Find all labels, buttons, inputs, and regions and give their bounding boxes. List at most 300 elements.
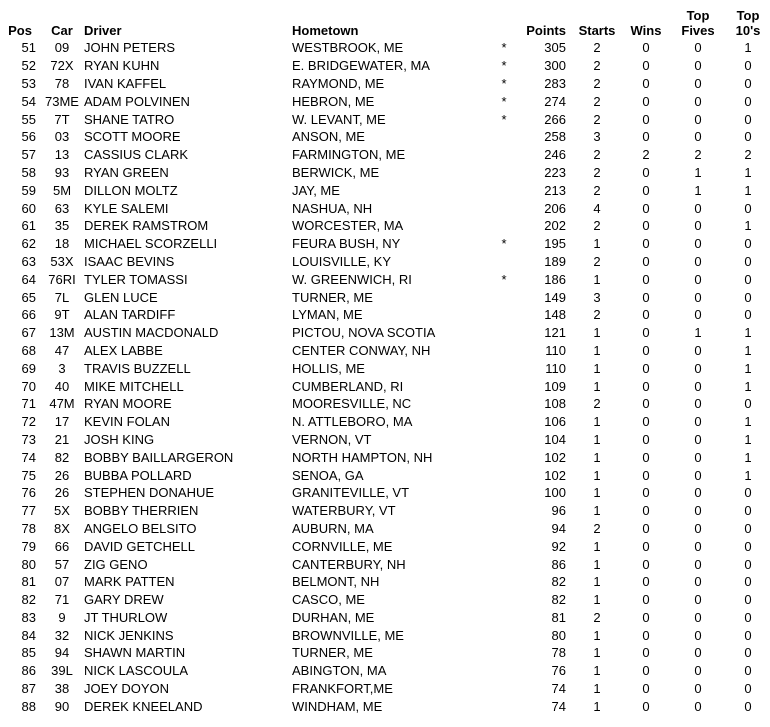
- rookie-flag-cell: [494, 484, 514, 502]
- starts-cell: 4: [593, 200, 601, 216]
- top-fives-cell: 0: [694, 627, 702, 643]
- hometown-cell: TURNER, ME: [292, 645, 373, 661]
- driver-cell: KYLE SALEMI: [84, 200, 169, 216]
- table-row: [0, 288, 770, 306]
- pos-cell: 81: [21, 574, 36, 590]
- top-tens-cell: 0: [744, 271, 752, 287]
- rookie-flag-cell: *: [501, 93, 507, 109]
- pos-cell: 62: [21, 236, 36, 252]
- wins-cell: 0: [642, 58, 650, 74]
- pos-cell: 83: [21, 609, 36, 625]
- hometown-cell: VERNON, VT: [292, 431, 372, 447]
- starts-cell: 1: [593, 627, 601, 643]
- points-cell: 94: [551, 520, 566, 536]
- hometown-cell: TURNER, ME: [292, 289, 373, 305]
- driver-cell: ALAN TARDIFF: [84, 307, 176, 323]
- points-cell: 76: [551, 663, 566, 679]
- wins-cell: 0: [642, 681, 650, 697]
- rookie-flag-cell: *: [501, 271, 507, 287]
- car-cell: 39L: [51, 663, 73, 679]
- rookie-flag-cell: *: [501, 111, 507, 127]
- wins-cell: 0: [642, 111, 650, 127]
- car-cell: 26: [54, 485, 70, 501]
- car-cell: 47: [54, 342, 70, 358]
- car-cell: 07: [54, 574, 70, 590]
- points-cell: 78: [551, 645, 566, 661]
- top-tens-cell: 0: [744, 485, 752, 501]
- pos-cell: 58: [21, 164, 36, 180]
- wins-cell: 0: [642, 592, 650, 608]
- starts-cell: 1: [593, 449, 601, 465]
- top-fives-cell: 0: [694, 396, 702, 412]
- header-starts: Starts: [578, 23, 616, 38]
- car-cell: 21: [54, 431, 70, 447]
- top-fives-cell: 0: [694, 40, 702, 56]
- top-tens-cell: 0: [744, 75, 752, 91]
- wins-cell: 0: [642, 503, 650, 519]
- hometown-cell: CASCO, ME: [292, 592, 365, 608]
- table-row: [0, 146, 770, 164]
- rookie-flag-cell: [494, 288, 514, 306]
- top-tens-cell: 1: [744, 40, 752, 56]
- rookie-flag-cell: [494, 466, 514, 484]
- car-cell: 32: [54, 627, 70, 643]
- rookie-flag-cell: [494, 128, 514, 146]
- starts-cell: 1: [593, 503, 601, 519]
- starts-cell: 2: [593, 75, 601, 91]
- rookie-flag-cell: [494, 199, 514, 217]
- table-row: [0, 128, 770, 146]
- car-cell: 5X: [54, 503, 70, 519]
- pos-cell: 51: [21, 40, 36, 56]
- top-fives-cell: 0: [694, 431, 702, 447]
- hometown-cell: W. GREENWICH, RI: [292, 271, 412, 287]
- top-fives-cell: 0: [694, 129, 702, 145]
- rookie-flag-cell: [494, 146, 514, 164]
- hometown-cell: RAYMOND, ME: [292, 75, 385, 91]
- starts-cell: 1: [593, 467, 601, 483]
- starts-cell: 2: [593, 58, 601, 74]
- table-row: [0, 253, 770, 271]
- top-tens-cell: 2: [744, 147, 752, 163]
- top-fives-cell: 0: [694, 111, 702, 127]
- table-row: [0, 92, 770, 110]
- driver-cell: JT THURLOW: [84, 609, 168, 625]
- starts-cell: 1: [593, 485, 601, 501]
- top-fives-cell: 0: [694, 520, 702, 536]
- top-tens-cell: 1: [744, 378, 752, 394]
- points-cell: 258: [544, 129, 566, 145]
- hometown-cell: SENOA, GA: [292, 467, 364, 483]
- starts-cell: 1: [593, 378, 601, 394]
- pos-cell: 69: [21, 360, 36, 376]
- top-fives-cell: 0: [694, 253, 702, 269]
- pos-cell: 61: [21, 218, 36, 234]
- starts-cell: 1: [593, 431, 601, 447]
- car-cell: 9: [58, 609, 66, 625]
- top-tens-cell: 1: [744, 467, 752, 483]
- points-cell: 102: [544, 467, 566, 483]
- driver-cell: MICHAEL SCORZELLI: [84, 236, 218, 252]
- top-fives-cell: 0: [694, 200, 702, 216]
- table-row: [0, 573, 770, 591]
- points-cell: 300: [544, 58, 566, 74]
- rookie-flag-cell: [494, 591, 514, 609]
- wins-cell: 0: [642, 431, 650, 447]
- top-fives-cell: 0: [694, 556, 702, 572]
- header-top-tens-line1: Top: [736, 8, 760, 23]
- hometown-cell: HEBRON, ME: [292, 93, 375, 109]
- hometown-cell: CUMBERLAND, RI: [292, 378, 404, 394]
- top-fives-cell: 0: [694, 467, 702, 483]
- top-tens-cell: 1: [744, 325, 752, 341]
- points-cell: 82: [551, 574, 566, 590]
- rookie-flag-cell: [494, 644, 514, 662]
- top-fives-cell: 0: [694, 698, 702, 714]
- car-cell: 72X: [50, 58, 74, 74]
- points-cell: 108: [544, 396, 566, 412]
- hometown-cell: BELMONT, NH: [292, 574, 380, 590]
- top-tens-cell: 0: [744, 645, 752, 661]
- header-car: Car: [51, 23, 73, 38]
- driver-cell: BUBBA POLLARD: [84, 467, 192, 483]
- driver-cell: DEREK RAMSTROM: [84, 218, 209, 234]
- hometown-cell: AUBURN, MA: [292, 520, 374, 536]
- points-cell: 86: [551, 556, 566, 572]
- wins-cell: 0: [642, 467, 650, 483]
- table-row: [0, 662, 770, 680]
- pos-cell: 74: [21, 449, 36, 465]
- starts-cell: 1: [593, 698, 601, 714]
- table-row: [0, 680, 770, 698]
- rookie-flag-cell: [494, 253, 514, 271]
- wins-cell: 0: [642, 325, 650, 341]
- wins-cell: 0: [642, 396, 650, 412]
- driver-cell: IVAN KAFFEL: [84, 75, 167, 91]
- driver-cell: CASSIUS CLARK: [84, 147, 189, 163]
- wins-cell: 0: [642, 609, 650, 625]
- top-tens-cell: 0: [744, 200, 752, 216]
- top-fives-cell: 0: [694, 414, 702, 430]
- rookie-flag-cell: [494, 181, 514, 199]
- wins-cell: 0: [642, 698, 650, 714]
- pos-cell: 88: [21, 698, 36, 714]
- header-top-tens-line2: 10's: [735, 23, 761, 38]
- header-flag: [494, 0, 514, 39]
- points-cell: 121: [544, 325, 566, 341]
- starts-cell: 3: [593, 289, 601, 305]
- driver-cell: DAVID GETCHELL: [84, 538, 196, 554]
- top-fives-cell: 0: [694, 75, 702, 91]
- rookie-flag-cell: [494, 502, 514, 520]
- top-tens-cell: 0: [744, 681, 752, 697]
- top-tens-cell: 0: [744, 520, 752, 536]
- table-row: [0, 39, 770, 57]
- rookie-flag-cell: [494, 662, 514, 680]
- top-fives-cell: 0: [694, 271, 702, 287]
- top-fives-cell: 0: [694, 645, 702, 661]
- driver-cell: DILLON MOLTZ: [84, 182, 178, 198]
- driver-cell: BOBBY BAILLARGERON: [84, 449, 234, 465]
- pos-cell: 67: [21, 325, 36, 341]
- table-row: [0, 466, 770, 484]
- driver-cell: AUSTIN MACDONALD: [84, 325, 219, 341]
- points-cell: 186: [544, 271, 566, 287]
- starts-cell: 2: [593, 609, 601, 625]
- driver-cell: GLEN LUCE: [84, 289, 158, 305]
- starts-cell: 1: [593, 645, 601, 661]
- table-row: [0, 270, 770, 288]
- points-cell: 109: [544, 378, 566, 394]
- table-row: [0, 110, 770, 128]
- rookie-flag-cell: [494, 626, 514, 644]
- pos-cell: 55: [21, 111, 36, 127]
- points-cell: 305: [544, 40, 566, 56]
- starts-cell: 2: [593, 253, 601, 269]
- car-cell: 09: [54, 40, 70, 56]
- rookie-flag-cell: [494, 377, 514, 395]
- table-row: [0, 484, 770, 502]
- pos-cell: 64: [21, 271, 36, 287]
- points-cell: 148: [544, 307, 566, 323]
- hometown-cell: PICTOU, NOVA SCOTIA: [292, 325, 436, 341]
- header-top-fives: [670, 0, 726, 39]
- top-tens-cell: 0: [744, 253, 752, 269]
- points-cell: 82: [551, 592, 566, 608]
- starts-cell: 1: [593, 556, 601, 572]
- table-row: [0, 235, 770, 253]
- top-fives-cell: 0: [694, 681, 702, 697]
- points-cell: 223: [544, 164, 566, 180]
- hometown-cell: LYMAN, ME: [292, 307, 363, 323]
- hometown-cell: CENTER CONWAY, NH: [292, 342, 431, 358]
- hometown-cell: CORNVILLE, ME: [292, 538, 393, 554]
- pos-cell: 80: [21, 556, 36, 572]
- top-fives-cell: 0: [694, 360, 702, 376]
- rookie-flag-cell: [494, 573, 514, 591]
- starts-cell: 2: [593, 147, 601, 163]
- hometown-cell: ANSON, ME: [292, 129, 365, 145]
- car-cell: 7T: [54, 111, 70, 127]
- table-row: [0, 448, 770, 466]
- points-cell: 92: [551, 538, 566, 554]
- table-row: [0, 626, 770, 644]
- pos-cell: 75: [21, 467, 36, 483]
- rookie-flag-cell: *: [501, 40, 507, 56]
- points-cell: 102: [544, 449, 566, 465]
- wins-cell: 0: [642, 200, 650, 216]
- pos-cell: 66: [21, 307, 36, 323]
- pos-cell: 59: [21, 182, 36, 198]
- hometown-cell: WESTBROOK, ME: [292, 40, 404, 56]
- top-tens-cell: 0: [744, 538, 752, 554]
- starts-cell: 2: [593, 218, 601, 234]
- starts-cell: 2: [593, 182, 601, 198]
- driver-cell: GARY DREW: [84, 592, 164, 608]
- hometown-cell: NORTH HAMPTON, NH: [292, 449, 433, 465]
- pos-cell: 53: [21, 75, 36, 91]
- header-top-tens: [726, 0, 770, 39]
- driver-cell: ALEX LABBE: [84, 342, 163, 358]
- points-cell: 202: [544, 218, 566, 234]
- table-row: [0, 342, 770, 360]
- points-cell: 274: [544, 93, 566, 109]
- rookie-flag-cell: [494, 520, 514, 538]
- wins-cell: 0: [642, 556, 650, 572]
- top-tens-cell: 0: [744, 556, 752, 572]
- hometown-cell: HOLLIS, ME: [292, 360, 365, 376]
- header-points: Points: [526, 23, 566, 38]
- wins-cell: 0: [642, 40, 650, 56]
- wins-cell: 0: [642, 538, 650, 554]
- car-cell: 94: [54, 645, 70, 661]
- points-cell: 106: [544, 414, 566, 430]
- top-tens-cell: 0: [744, 396, 752, 412]
- starts-cell: 2: [593, 111, 601, 127]
- wins-cell: 0: [642, 164, 650, 180]
- table-row: [0, 181, 770, 199]
- rookie-flag-cell: *: [501, 58, 507, 74]
- starts-cell: 2: [593, 520, 601, 536]
- starts-cell: 1: [593, 414, 601, 430]
- driver-cell: ISAAC BEVINS: [84, 253, 175, 269]
- driver-cell: JOEY DOYON: [84, 681, 170, 697]
- rookie-flag-cell: [494, 609, 514, 627]
- top-tens-cell: 0: [744, 129, 752, 145]
- header-top-fives-line1: Top: [686, 8, 710, 23]
- pos-cell: 87: [21, 681, 36, 697]
- table-row: [0, 697, 770, 715]
- car-cell: 13M: [49, 325, 75, 341]
- points-cell: 266: [544, 111, 566, 127]
- driver-cell: STEPHEN DONAHUE: [84, 485, 215, 501]
- car-cell: 18: [54, 236, 70, 252]
- car-cell: 17: [54, 414, 70, 430]
- driver-cell: JOSH KING: [84, 431, 155, 447]
- rookie-flag-cell: *: [501, 236, 507, 252]
- hometown-cell: N. ATTLEBORO, MA: [292, 414, 413, 430]
- hometown-cell: MOORESVILLE, NC: [292, 396, 412, 412]
- top-fives-cell: 1: [694, 182, 702, 198]
- points-cell: 104: [544, 431, 566, 447]
- car-cell: 71: [54, 592, 70, 608]
- top-fives-cell: 0: [694, 485, 702, 501]
- top-fives-cell: 0: [694, 592, 702, 608]
- top-tens-cell: 0: [744, 58, 752, 74]
- pos-cell: 68: [21, 342, 36, 358]
- starts-cell: 2: [593, 164, 601, 180]
- points-cell: 74: [551, 698, 566, 714]
- driver-cell: ZIG GENO: [84, 556, 148, 572]
- starts-cell: 1: [593, 663, 601, 679]
- driver-cell: MIKE MITCHELL: [84, 378, 184, 394]
- car-cell: 57: [54, 556, 70, 572]
- top-fives-cell: 0: [694, 663, 702, 679]
- pos-cell: 79: [21, 538, 36, 554]
- points-cell: 283: [544, 75, 566, 91]
- hometown-cell: WINDHAM, ME: [292, 698, 383, 714]
- points-cell: 96: [551, 503, 566, 519]
- car-cell: 3: [58, 360, 66, 376]
- top-tens-cell: 0: [744, 503, 752, 519]
- top-tens-cell: 1: [744, 431, 752, 447]
- table-body: [0, 39, 770, 715]
- points-cell: 149: [544, 289, 566, 305]
- pos-cell: 70: [21, 378, 36, 394]
- wins-cell: 0: [642, 271, 650, 287]
- wins-cell: 0: [642, 645, 650, 661]
- driver-cell: RYAN KUHN: [84, 58, 160, 74]
- driver-cell: BOBBY THERRIEN: [84, 503, 199, 519]
- car-cell: 8X: [54, 520, 70, 536]
- top-fives-cell: 0: [694, 449, 702, 465]
- starts-cell: 1: [593, 271, 601, 287]
- rookie-flag-cell: [494, 537, 514, 555]
- driver-cell: SHANE TATRO: [84, 111, 175, 127]
- pos-cell: 72: [21, 414, 36, 430]
- table-row: [0, 502, 770, 520]
- pos-cell: 57: [21, 147, 36, 163]
- top-tens-cell: 0: [744, 609, 752, 625]
- top-tens-cell: 0: [744, 93, 752, 109]
- hometown-cell: NASHUA, NH: [292, 200, 373, 216]
- rookie-flag-cell: [494, 359, 514, 377]
- table-row: [0, 591, 770, 609]
- car-cell: 82: [54, 449, 70, 465]
- car-cell: 40: [54, 378, 70, 394]
- car-cell: 76RI: [48, 271, 76, 287]
- top-tens-cell: 0: [744, 627, 752, 643]
- driver-cell: SHAWN MARTIN: [84, 645, 186, 661]
- points-cell: 195: [544, 236, 566, 252]
- table-row: [0, 75, 770, 93]
- rookie-flag-cell: *: [501, 75, 507, 91]
- top-tens-cell: 1: [744, 360, 752, 376]
- top-fives-cell: 0: [694, 289, 702, 305]
- table-row: [0, 413, 770, 431]
- points-cell: 110: [545, 360, 566, 376]
- rookie-flag-cell: [494, 680, 514, 698]
- starts-cell: 1: [593, 236, 601, 252]
- wins-cell: 0: [642, 520, 650, 536]
- wins-cell: 0: [642, 663, 650, 679]
- pos-cell: 60: [21, 200, 36, 216]
- starts-cell: 1: [593, 325, 601, 341]
- car-cell: 66: [54, 538, 70, 554]
- header-top-fives-line2: Fives: [681, 23, 715, 38]
- points-cell: 81: [551, 609, 566, 625]
- pos-cell: 63: [21, 253, 36, 269]
- table-row: [0, 609, 770, 627]
- starts-cell: 1: [593, 592, 601, 608]
- hometown-cell: LOUISVILLE, KY: [292, 253, 391, 269]
- top-tens-cell: 1: [744, 164, 752, 180]
- car-cell: 90: [54, 698, 70, 714]
- wins-cell: 0: [642, 342, 650, 358]
- top-fives-cell: 1: [694, 325, 702, 341]
- top-fives-cell: 0: [694, 307, 702, 323]
- starts-cell: 2: [593, 396, 601, 412]
- hometown-cell: W. LEVANT, ME: [292, 111, 386, 127]
- pos-cell: 54: [21, 93, 36, 109]
- car-cell: 26: [54, 467, 70, 483]
- wins-cell: 0: [642, 93, 650, 109]
- pos-cell: 65: [21, 289, 36, 305]
- table-row: [0, 520, 770, 538]
- hometown-cell: DURHAN, ME: [292, 609, 375, 625]
- top-fives-cell: 0: [694, 574, 702, 590]
- driver-cell: RYAN MOORE: [84, 396, 172, 412]
